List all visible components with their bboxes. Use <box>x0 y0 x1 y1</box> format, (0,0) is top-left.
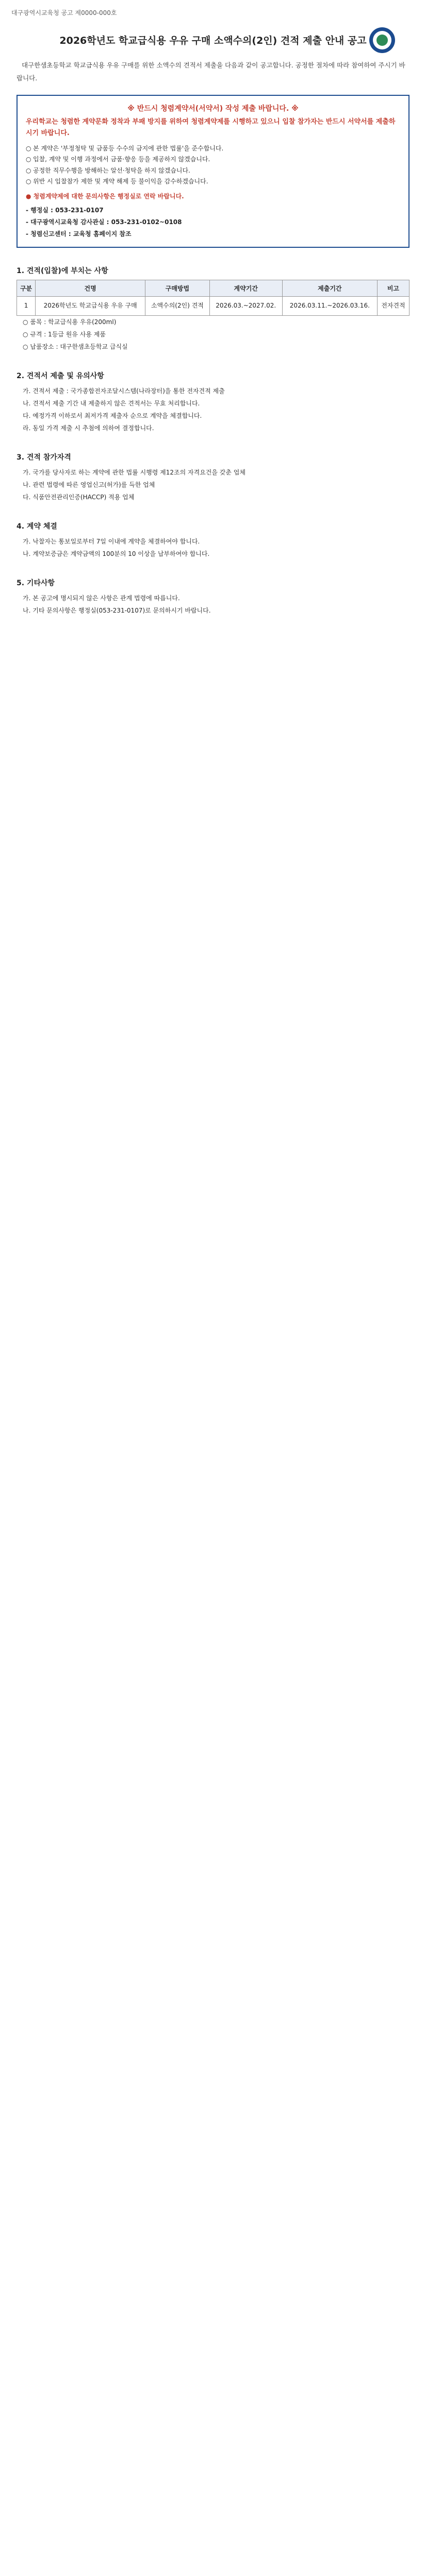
section-title: 4. 계약 체결 <box>17 522 57 531</box>
contact-block <box>26 205 400 240</box>
section-item: 가. 견적서 제출 : 국가종합전자조달시스템(나라장터)을 통한 전자견적 제출 <box>23 387 225 395</box>
section-item: 가. 본 공고에 명시되지 않은 사항은 관계 법령에 따릅니다. <box>23 594 180 602</box>
document-header: 대구광역시교육청 공고 제0000-000호 <box>11 9 117 16</box>
notice-highlight: ● 청렴계약제에 대한 문의사항은 행정실로 연락 바랍니다. <box>26 193 184 200</box>
section-2 <box>0 358 426 439</box>
section-item: 라. 동일 가격 제출 시 추첨에 의하여 결정합니다. <box>23 424 154 432</box>
notice-item: ○ 입찰, 계약 및 이행 과정에서 금품·향응 등을 제공하지 않겠습니다. <box>26 154 400 165</box>
table-header: 계약기간 <box>209 280 282 297</box>
notice-item: ○ 본 계약은 '부정청탁 및 금품등 수수의 금지에 관한 법률'을 준수합니다. <box>26 143 400 155</box>
table-cell: 2026학년도 학교급식용 우유 구매 <box>36 297 145 315</box>
section-title: 2. 견적서 제출 및 유의사항 <box>17 371 104 380</box>
section-note: ○ 품목 : 학교급식용 우유(200ml) <box>23 318 117 326</box>
section-item: 가. 국가를 당사자로 하는 계약에 관한 법률 시행령 제12조의 자격요건을 갖춘 업체 <box>23 468 245 476</box>
table-header: 구매방법 <box>145 280 209 297</box>
section-item: 가. 낙찰자는 통보일로부터 7일 이내에 계약을 체결하여야 합니다. <box>23 537 200 545</box>
table-header: 제출기간 <box>282 280 377 297</box>
contact-line: - 대구광역시교육청 감사관실 : 053-231-0102~0108 <box>26 218 182 226</box>
section-item: 다. 식품안전관리인증(HACCP) 적용 업체 <box>23 493 135 501</box>
table-cell: 2026.03.11.~2026.03.16. <box>282 297 377 315</box>
section-item: 나. 기타 문의사항은 행정실(053-231-0107)로 문의하시기 바랍니다. <box>23 606 211 614</box>
notice-item: ○ 공정한 직무수행을 방해하는 알선·청탁을 하지 않겠습니다. <box>26 165 400 177</box>
notice-heading: ※ 반드시 청렴계약서(서약서) 작성 제출 바랍니다. ※ <box>127 104 299 113</box>
table-cell: 2026.03.~2027.02. <box>209 297 282 315</box>
table-row <box>17 297 409 315</box>
section-4 <box>0 509 426 565</box>
school-emblem-icon <box>368 26 396 54</box>
intro-paragraph: 대구한샘초등학교 학교급식용 우유 구매를 위한 소액수의 견적서 제출을 다음과 같이 공고합니다. 공정한 절차에 따라 참여하여 주시기 바랍니다. <box>17 61 405 82</box>
section-title: 1. 견적(입찰)에 부치는 사항 <box>17 267 108 276</box>
table-header: 구분 <box>17 280 36 297</box>
document-title: 2026학년도 학교급식용 우유 구매 소액수의(2인) 견적 제출 안내 공고 <box>59 35 367 46</box>
section-note: ○ 납품장소 : 대구한샘초등학교 급식실 <box>23 343 128 350</box>
contact-line: - 청렴신고센터 : 교육청 홈페이지 참조 <box>26 230 132 238</box>
table-cell: 소액수의(2인) 견적 <box>145 297 209 315</box>
section-item: 나. 계약보증금은 계약금액의 100분의 10 이상을 납부하여야 합니다. <box>23 550 210 557</box>
section-note: ○ 규격 : 1등급 원유 사용 제품 <box>23 330 106 338</box>
bid-table <box>17 280 409 315</box>
section-title: 3. 견적 참가자격 <box>17 453 71 462</box>
section-item: 나. 견적서 제출 기간 내 제출하지 않은 견적서는 무효 처리합니다. <box>23 399 200 407</box>
notice-list <box>26 143 400 188</box>
table-header-row <box>17 280 409 297</box>
section-item: 나. 관련 법령에 따른 영업신고(허가)를 득한 업체 <box>23 481 155 488</box>
contact-line: - 행정실 : 053-231-0107 <box>26 207 104 214</box>
section-5 <box>0 565 426 622</box>
section-title: 5. 기타사항 <box>17 579 55 587</box>
table-cell: 1 <box>17 297 36 315</box>
table-cell: 전자견적 <box>377 297 409 315</box>
section-3 <box>0 439 426 509</box>
title-area <box>0 21 426 54</box>
notice-subheading: 우리학교는 청렴한 계약문화 정착과 부패 방지를 위하여 청렴계약제를 시행하고 있으니 입찰 참가자는 반드시 서약서를 제출하시기 바랍니다. <box>26 117 396 137</box>
section-item: 다. 예정가격 이하로서 최저가격 제출자 순으로 계약을 체결합니다. <box>23 412 202 419</box>
integrity-notice-box <box>17 95 409 248</box>
table-header: 비고 <box>377 280 409 297</box>
section-1 <box>0 253 426 358</box>
notice-item: ○ 위반 시 입찰참가 제한 및 계약 해제 등 불이익을 감수하겠습니다. <box>26 176 400 188</box>
table-header: 건명 <box>36 280 145 297</box>
